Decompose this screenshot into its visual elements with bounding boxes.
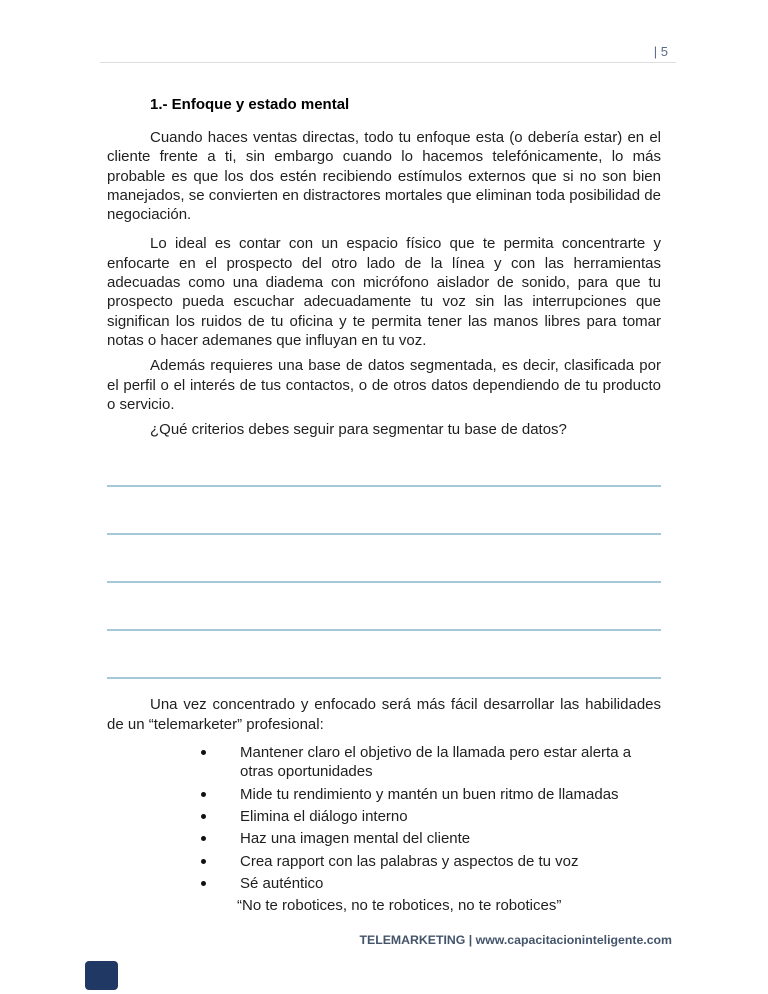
paragraph-database: Además requieres una base de datos segmentada, es decir, clasificada por el perfil o el interés de tus contactos, o de otros datos dependiendo de tu producto o servicio. <box>107 357 661 413</box>
list-item: Mantener claro el objetivo de la llamada pero estar alerta a otras oportunidades <box>107 743 661 782</box>
paragraph-intro: Cuando haces ventas directas, todo tu enfoque esta (o debería estar) en el cliente frente a ti, sin embargo cuando lo hacemos telefónicamente, lo más probable es que los dos estén recibiendo estímulos externos que si no son bien manejados, se convierten en distractores mortales que eliminan toda posibilidad de negociación. <box>107 129 661 224</box>
answer-line <box>107 631 661 679</box>
paragraph-skills: Una vez concentrado y enfocado será más fácil desarrollar las habilidades de un “telemarketer” profesional: <box>107 696 661 733</box>
answer-line <box>107 535 661 583</box>
answer-line <box>107 487 661 535</box>
list-item: Haz una imagen mental del cliente <box>107 829 661 848</box>
list-item: Mide tu rendimiento y mantén un buen ritmo de llamadas <box>107 785 661 804</box>
paragraph-ideal-space: Lo ideal es contar con un espacio físico que te permita concentrarte y enfocarte en el prospecto del otro lado de la línea y con las herramientas adecuadas como una diadema con micrófono aislador de sonido, para que tu prospecto pueda escuchar adecuadamente tu voz sin las interrupciones que significan los ruidos de tu oficina y te permita tener las manos libres para tomar notas o hacer ademanes que influyan en tu voz. <box>107 235 661 349</box>
answer-line <box>107 439 661 487</box>
section-title: 1.- Enfoque y estado mental <box>150 96 350 113</box>
page-number: | 5 <box>653 44 668 59</box>
corner-brand-block <box>85 961 118 990</box>
quote-line: “No te robotices, no te robotices, no te robotices” <box>237 897 562 915</box>
list-item: Sé auténtico <box>107 874 661 893</box>
answer-line <box>107 583 661 631</box>
worksheet-question: ¿Qué criterios debes seguir para segmentar tu base de datos? <box>150 421 567 439</box>
footer-branding: TELEMARKETING | www.capacitacioninteligente.com <box>359 933 672 947</box>
page-content <box>107 0 661 915</box>
list-item: Elimina el diálogo interno <box>107 807 661 826</box>
answer-lines <box>107 439 661 679</box>
list-item: Crea rapport con las palabras y aspectos de tu voz <box>107 852 661 871</box>
skills-list <box>107 743 661 893</box>
